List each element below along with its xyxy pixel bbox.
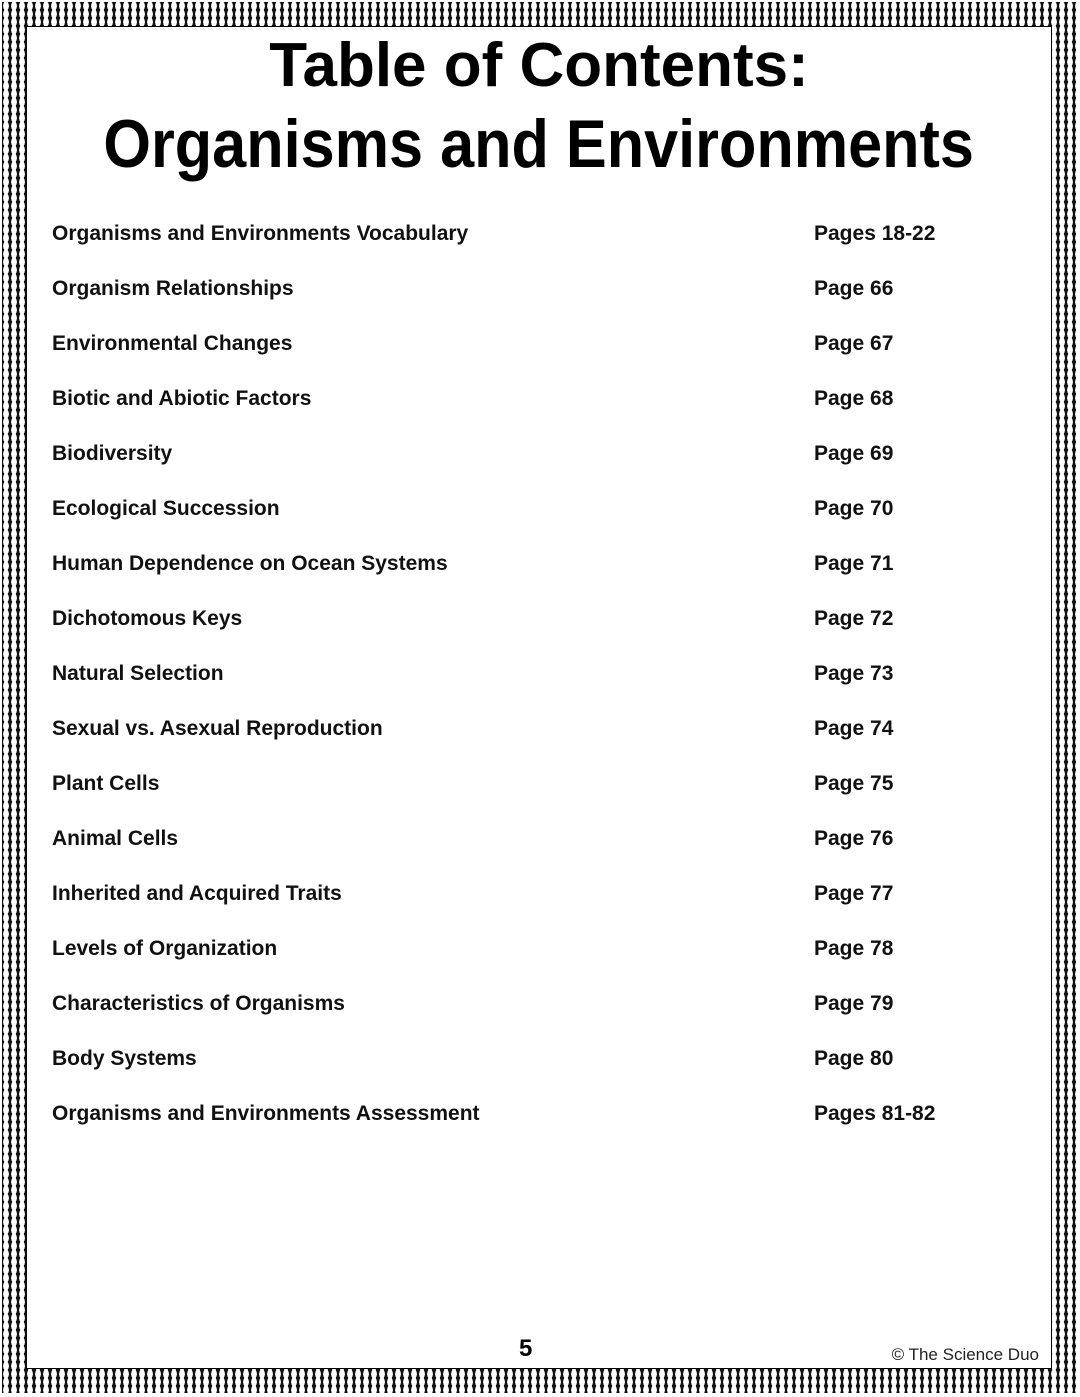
- toc-pages: Pages 81-82: [814, 1102, 936, 1125]
- page-content: [26, 26, 1052, 1369]
- copyright: © The Science Duo: [891, 1345, 1039, 1364]
- toc-entry: [52, 1046, 1032, 1072]
- page-title: Table of Contents:: [269, 31, 809, 100]
- toc-pages: Page 71: [814, 552, 894, 575]
- toc-pages: Page 72: [814, 607, 894, 630]
- toc-entry: [52, 1101, 1032, 1127]
- toc-entry: [52, 221, 1032, 247]
- toc-pages: Page 79: [814, 992, 894, 1015]
- toc-entry: [52, 551, 1032, 577]
- toc-pages: Page 66: [814, 277, 894, 300]
- toc-topic: Natural Selection: [52, 662, 224, 685]
- page-subtitle: Organisms and Environments: [103, 106, 975, 182]
- toc-entry: [52, 606, 1032, 632]
- toc-entry: [52, 276, 1032, 302]
- toc-entry: [52, 386, 1032, 412]
- toc-entry: [52, 496, 1032, 522]
- toc-topic: Human Dependence on Ocean Systems: [52, 552, 448, 575]
- toc-topic: Dichotomous Keys: [52, 607, 243, 630]
- toc-topic: Sexual vs. Asexual Reproduction: [52, 717, 383, 740]
- page-title-line: [27, 31, 1051, 101]
- toc-topic: Biodiversity: [52, 442, 173, 465]
- toc-pages: Pages 18-22: [814, 222, 936, 245]
- toc-topic: Characteristics of Organisms: [52, 992, 345, 1015]
- toc-pages: Page 74: [814, 717, 894, 740]
- toc-topic: Organisms and Environments Vocabulary: [52, 222, 469, 245]
- toc-topic: Inherited and Acquired Traits: [52, 882, 342, 905]
- toc-pages: Page 80: [814, 1047, 894, 1070]
- toc-pages: Page 76: [814, 827, 894, 850]
- toc-entry: [52, 441, 1032, 467]
- toc-pages: Page 75: [814, 772, 894, 795]
- toc-entry: [52, 661, 1032, 687]
- toc-topic: Body Systems: [52, 1047, 197, 1070]
- toc-entry: [52, 936, 1032, 962]
- toc-pages: Page 69: [814, 442, 894, 465]
- page-subtitle-line: [27, 105, 1051, 183]
- toc-entry: [52, 991, 1032, 1017]
- toc-topic: Levels of Organization: [52, 937, 278, 960]
- toc-pages: Page 67: [814, 332, 894, 355]
- toc-pages: Page 73: [814, 662, 894, 685]
- toc-topic: Plant Cells: [52, 772, 160, 795]
- toc-topic: Organism Relationships: [52, 277, 294, 300]
- toc-pages: Page 70: [814, 497, 894, 520]
- toc-topic: Animal Cells: [52, 827, 179, 850]
- toc-topic: Ecological Succession: [52, 497, 280, 520]
- toc-entry: [52, 826, 1032, 852]
- toc-topic: Biotic and Abiotic Factors: [52, 387, 312, 410]
- toc-entry: [52, 716, 1032, 742]
- toc-entry: [52, 331, 1032, 357]
- toc-pages: Page 78: [814, 937, 894, 960]
- toc-entry: [52, 881, 1032, 907]
- toc-entry: [52, 771, 1032, 797]
- toc-pages: Page 77: [814, 882, 894, 905]
- toc-pages: Page 68: [814, 387, 894, 410]
- toc-topic: Organisms and Environments Assessment: [52, 1102, 480, 1125]
- page-number: 5: [519, 1335, 533, 1362]
- toc-topic: Environmental Changes: [52, 332, 293, 355]
